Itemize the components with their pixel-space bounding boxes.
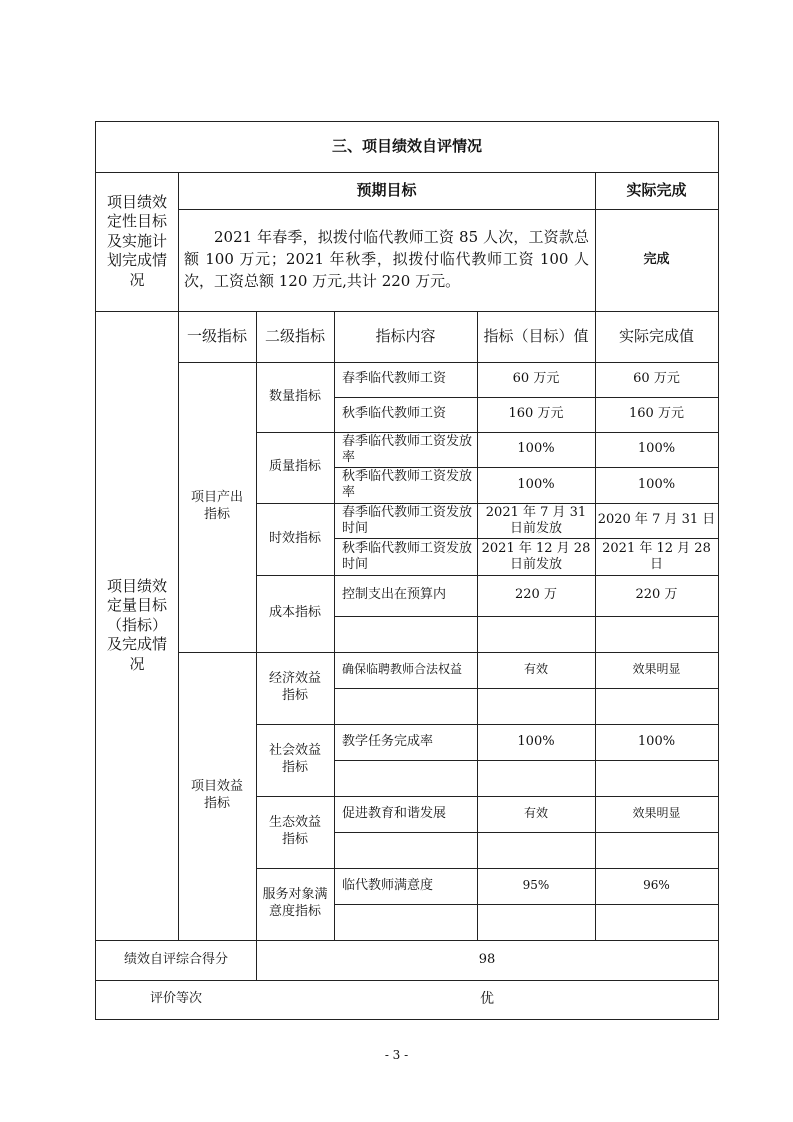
- rule: [334, 832, 718, 833]
- indicator-actual: 100%: [637, 476, 676, 492]
- indicator-content: 教学任务完成率: [342, 733, 434, 749]
- header-level2: 二级指标: [264, 326, 325, 345]
- rule: [334, 688, 718, 689]
- qualitative-label: 项目绩效定性目标及实施计划完成情况: [106, 192, 167, 289]
- satisfaction-indicator-label: 服务对象满意度指标: [262, 887, 328, 919]
- actual-completion-header: 实际完成: [626, 180, 687, 199]
- header-target: 指标（目标）值: [483, 326, 589, 345]
- indicator-target: 100%: [517, 441, 555, 457]
- indicator-target: 2021 年 12 月 28 日前发放: [481, 540, 591, 572]
- indicator-target: 有效: [523, 806, 548, 821]
- header-content: 指标内容: [375, 326, 436, 345]
- economic-benefit-label: 经济效益指标: [268, 671, 321, 703]
- cost-indicator-label: 成本指标: [268, 605, 321, 621]
- quantitative-label: 项目绩效定量目标（指标）及完成情况: [106, 576, 167, 673]
- indicator-content: 促进教育和谐发展: [342, 805, 447, 821]
- ecological-benefit-label: 生态效益指标: [268, 815, 321, 847]
- rule: [334, 904, 718, 905]
- indicator-content: 临代教师满意度: [342, 877, 434, 893]
- indicator-content: 春季临代教师工资发放率: [342, 433, 473, 465]
- indicator-content: 春季临代教师工资发放时间: [342, 504, 473, 536]
- timeliness-indicator-label: 时效指标: [268, 530, 321, 546]
- indicator-actual: 100%: [637, 733, 676, 749]
- indicator-actual: 100%: [637, 441, 676, 457]
- rule: [256, 311, 257, 980]
- indicator-content: 控制支出在预算内: [342, 587, 447, 603]
- indicator-actual: 2020 年 7 月 31 日: [597, 512, 716, 528]
- indicator-content: 春季临代教师工资: [342, 371, 447, 387]
- rule: [178, 172, 179, 940]
- header-level1: 一级指标: [186, 326, 247, 345]
- indicator-actual: 220 万: [635, 587, 678, 603]
- rule: [334, 616, 718, 617]
- indicator-target: 60 万元: [512, 371, 560, 387]
- grade-label: 评价等次: [149, 991, 202, 1007]
- indicator-actual: 96%: [643, 878, 670, 893]
- indicator-content: 确保临聘教师合法权益: [342, 662, 463, 677]
- header-actual: 实际完成值: [618, 326, 694, 345]
- benefit-indicator-label: 项目效益指标: [191, 779, 244, 811]
- indicator-target: 2021 年 7 月 31 日前发放: [485, 504, 587, 536]
- indicator-actual: 效果明显: [632, 806, 681, 821]
- page-number: - 3 -: [384, 1048, 409, 1062]
- indicator-target: 有效: [523, 662, 548, 677]
- indicator-target: 100%: [517, 733, 555, 749]
- output-indicator-label: 项目产出指标: [191, 490, 244, 522]
- quantity-indicator-label: 数量指标: [268, 388, 321, 404]
- social-benefit-label: 社会效益指标: [268, 743, 321, 775]
- indicator-actual: 60 万元: [633, 371, 680, 387]
- indicator-actual: 2021 年 12 月 28 日: [602, 540, 711, 572]
- expected-goal-header: 预期目标: [356, 180, 417, 199]
- grade-value: 优: [480, 991, 494, 1008]
- indicator-actual: 160 万元: [629, 406, 684, 422]
- overall-score-label: 绩效自评综合得分: [123, 951, 228, 967]
- indicator-target: 160 万元: [508, 406, 564, 422]
- indicator-content: 秋季临代教师工资发放时间: [342, 540, 473, 572]
- indicator-target: 95%: [522, 878, 550, 893]
- indicator-actual: 效果明显: [632, 662, 681, 677]
- indicator-content: 秋季临代教师工资发放率: [342, 469, 473, 500]
- quality-indicator-label: 质量指标: [268, 459, 321, 475]
- overall-score-value: 98: [478, 951, 496, 967]
- self-evaluation-table: [95, 121, 719, 1020]
- indicator-content: 秋季临代教师工资: [342, 406, 447, 422]
- actual-completion-text: 完成: [643, 251, 670, 267]
- rule: [334, 760, 718, 761]
- indicator-target: 100%: [517, 476, 555, 492]
- expected-goal-text: 2021 年春季，拟拨付临代教师工资 85 人次，工资款总额 100 万元；2021 年秋季，拟拨付临代教师工资 100 人次，工资总额 120 万元,共计 220 万元。: [184, 228, 589, 290]
- section-title: 三、项目绩效自评情况: [331, 137, 482, 156]
- indicator-target: 220 万: [515, 587, 557, 603]
